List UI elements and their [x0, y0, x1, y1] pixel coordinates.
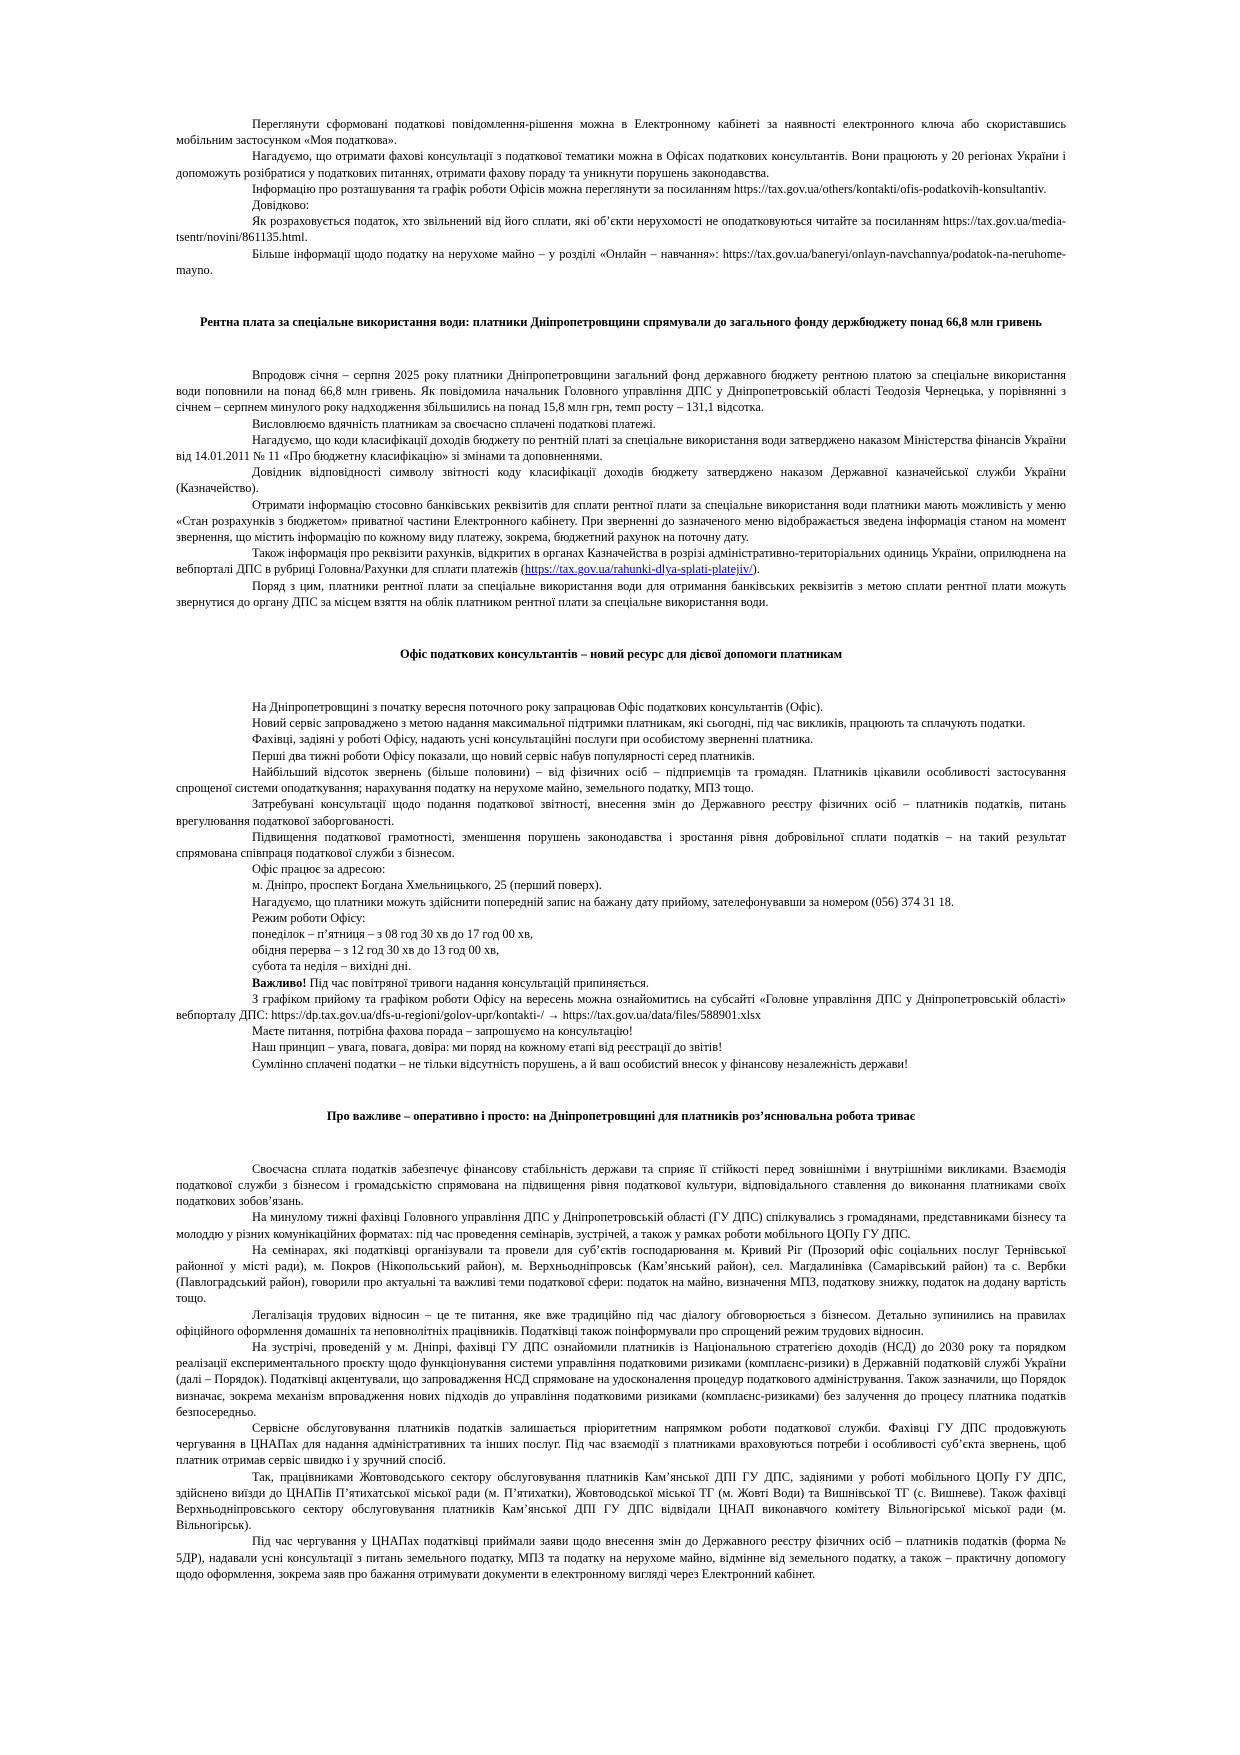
section-outreach — [176, 1108, 1066, 1582]
paragraph: Довідково: — [252, 198, 310, 213]
paragraph: Нагадуємо, що коди класифікації доходів бюджету по рентній платі за спеціальне використання води затверджено наказом Міністерства фінансів України від 14.01.2011 № 11 «Про бюджетну класифікацію» зі змінами та доповненнями. — [176, 432, 1066, 464]
paragraph: Переглянути сформовані податкові повідомлення-рішення можна в Електронному кабінеті за наявності електронного ключа або скориставшись мобільним застосунком «Моя податкова». — [176, 117, 1066, 148]
paragraph: Поряд з цим, платники рентної плати за спеціальне використання води для отримання банківських реквізитів з метою сплати рентної плати можуть звернутися до органу ДПС за місцем взяття на облік платником рентної плати за спеціальне використання води. — [176, 578, 1066, 609]
closing-line: Маєте питання, потрібна фахова порада – запрошуємо на консультацію! — [252, 1024, 633, 1039]
paragraph: Найбільший відсоток звернень (більше половини) – від фізичних осіб – підприємців та громадян. Платників цікавили особливості застосування спрощеної системи оподаткування; нарахування податку на нерухоме майно, земельного податку, МПЗ тощо. — [176, 764, 1066, 796]
important-label: Важливо! — [252, 975, 307, 990]
paragraph: Під час чергування у ЦНАПах податківці приймали заяви щодо внесення змін до Державного реєстру фізичних осіб – платників податків (форма № 5ДР), надавали усні консультації з питань земельного податку, МПЗ та податку на нерухоме майно, відмінне від земельного податку, а також – практичну допомогу щодо оформлення, зокрема заяв про бажання отримувати документи в електронному вигляді через Електронний кабінет. — [176, 1534, 1066, 1581]
section-title: Про важливе – оперативно і просто: на Дніпропетровщині для платників роз’яснювальна робота триває — [326, 1108, 916, 1123]
paragraph: Інформацію про розташування та графік роботи Офісів можна переглянути за посиланням https://tax.gov.ua/others/kontakti/ofis-podatkovih-konsultantiv. — [252, 181, 1047, 196]
link-prefix: Також інформація про реквізити рахунків, відкритих в органах Казначейства в розрізі адміністративно-територіальних одиниць України, оприлюднена на вебпорталі ДПС в рубриці Головна/Рахунки для сплати платежів ( — [176, 546, 1066, 577]
address-label: Офіс працює за адресою: — [252, 862, 386, 877]
paragraph: Новий сервіс запроваджено з метою надання максимальної підтримки платникам, які сьогодні, під час викликів, працюють та сплачують податки. — [252, 716, 1026, 731]
paragraph: Впродовж січня – серпня 2025 року платники Дніпропетровщини загальний фонд державного бюджету рентною платою за спеціальне використання води поповнили на понад 66,8 млн гривень. Як повідомила начальник Головного управління ДПС у Дніпропетровській області Теодозія Чернецька, у порівнянні з січнем – серпнем минулого року надходження збільшились на понад 15,8 млн грн, темп росту – 131,1 відсотка. — [176, 368, 1066, 415]
important-note — [176, 975, 1066, 991]
paragraph: З графіком прийому та графіком роботи Офісу на вересень можна ознайомитись на субсайті «Головне управління ДПС у Дніпропетровській області» вебпорталу ДПС: https://dp.tax.gov.ua/dfs-u-regioni/golov-upr/kontakti-/ → https://tax.gov.ua/data/files/588901.xlsx — [176, 991, 1066, 1022]
paragraph: Своєчасна сплата податків забезпечує фінансову стабільність держави та сприяє її стійкості перед зовнішніми і внутрішніми викликами. Взаємодія податкової служби з бізнесом і громадськістю спрямована на підвищення рівня податкової культури, відповідального ставлення до виконання платниками своїх податкових зобов’язань. — [176, 1161, 1066, 1209]
closing-line: Сумлінно сплачені податки – не тільки відсутність порушень, а й ваш особистий внесок у фінансову незалежність держави! — [252, 1056, 909, 1071]
paragraph: На минулому тижні фахівці Головного управління ДПС у Дніпропетровській області (ГУ ДПС) спілкувались з громадянами, представниками бізнесу та молоддю у різних комунікаційних форматах: під час проведення семінарів, зустрічей, а також у рамках роботи мобільного ЦОПу ГУ ДПС. — [176, 1210, 1066, 1241]
paragraph: Легалізація трудових відносин – це те питання, яке вже традиційно під час діалогу обговорюється з бізнесом. Детально зупинились на правилах офіційного оформлення домашніх та неповнолітніх працівників. Податківці також поінформували про спрощений режим трудових відносин. — [176, 1307, 1066, 1338]
paragraph: Більше інформації щодо податку на нерухоме майно – у розділі «Онлайн – навчання»: https://tax.gov.ua/baneryi/onlayn-navchannya/podatok-na-neruhome-mayno. — [176, 246, 1066, 277]
address: м. Дніпро, проспект Богдана Хмельницького, 25 (перший поверх). — [252, 878, 602, 893]
paragraph: Перші два тижні роботи Офісу показали, що новий сервіс набув популярності серед платників. — [252, 748, 755, 763]
schedule-weekend: субота та неділя – вихідні дні. — [252, 959, 412, 974]
paragraph: На семінарах, які податківці організували та провели для суб’єктів господарювання м. Кривий Ріг (Прозорий офіс соціальних послуг Тернівської районної у місті ради), м. Покров (Нікопольський район), м. Верхньодніпровськ (Кам’янський район), сел. Магдалинівка (Самарівський район) та с. Вербки (Павлоградський район), говорили про актуальні та важливі теми податкової сфери: податок на майно, визначення МПЗ, податкову знижку, податок на додану вартість тощо. — [176, 1242, 1066, 1306]
paragraph: Так, працівниками Жовтоводського сектору обслуговування платників Кам’янської ДПІ ГУ ДПС, задіяними у роботі мобільного ЦОПу ГУ ДПС, здійснено виїзди до ЦНАПів П’ятихатської міської ради (м. П’ятихатки), Жовтоводської міської ТГ (м. Жовті Води) та Вишнівської ТГ (с. Вишневе). Також фахівці Верхньодніпровського сектору обслуговування платників Кам’янської ДПІ ГУ ДПС відвідали ЦНАП виконавчого комітету Вільногірської міської ради (м. Вільногірськ). — [176, 1469, 1066, 1533]
paragraph: Висловлюємо вдячність платникам за своєчасно сплачені податкові платежі. — [252, 416, 656, 431]
accounts-link[interactable]: https://tax.gov.ua/rahunki-dlya-splati-platejiv/ — [524, 562, 753, 577]
paragraph: Отримати інформацію стосовно банківських реквізитів для сплати рентної плати за спеціальне використання води платники мають можливість у меню «Стан розрахунків з бюджетом» приватної частини Електронного кабінету. При зверненні до зазначеного меню відображається зведена інформація станом на момент звернення, що містить інформацію по кожному виду платежу, зокрема, бюджетний рахунок на поточну дату. — [176, 497, 1066, 545]
paragraph: Сервісне обслуговування платників податків залишається пріоритетним напрямком роботи податкової служби. Фахівці ГУ ДПС продовжують чергування в ЦНАПах для надання адміністративних та інших послуг. Під час взаємодії з платниками враховуються потреби і особливості суб’єкта звернень, щоб платник отримав сервіс швидко і у зручний спосіб. — [176, 1421, 1066, 1468]
schedule-weekdays: понеділок – п’ятниця – з 08 год 30 хв до 17 год 00 хв, — [252, 926, 534, 941]
paragraph: Підвищення податкової грамотності, зменшення порушень законодавства і зростання рівня добровільної сплати податків – на такий результат спрямована співпраця податкової служби з бізнесом. — [176, 829, 1066, 860]
paragraph: Фахівці, задіяні у роботі Офісу, надають усні консультаційні послуги при особистому зверненні платника. — [252, 732, 814, 747]
document-page — [176, 116, 1066, 1582]
section-water-rent — [176, 314, 1066, 610]
paragraph: На зустрічі, проведеній у м. Дніпрі, фахівці ГУ ДПС ознайомили платників із Національною стратегією доходів (НСД) до 2030 року та порядком реалізації експериментального проєкту щодо функціонування системи управління податковими ризиками (комплаєнс-ризики) в Державній податковій службі України (далі – Порядок). Податківці акцентували, що запровадження НСД спрямоване на удосконалення процедур податкового адміністрування. Також зазначили, що Порядок визначає, зокрема механізм впровадження нових підходів до управління податковими ризиками (комплаєнс-ризиками) без залучення до процесу платника податків безпосередньо. — [176, 1339, 1066, 1419]
closing-line: Наш принцип – увага, повага, довіра: ми поряд на кожному етапі від реєстрації до звітів! — [252, 1040, 723, 1055]
paragraph: Довідник відповідності символу звітності коду класифікації доходів бюджету затверджено наказом Державної казначейської служби України (Казначейство). — [176, 465, 1066, 496]
important-text: Під час повітряної тривоги надання консультацій припиняється. — [306, 975, 649, 990]
schedule-lunch: обідня перерва – з 12 год 30 хв до 13 год 00 хв, — [252, 943, 500, 958]
link-suffix: ). — [752, 562, 760, 577]
paragraph: На Дніпропетровщині з початку вересня поточного року запрацював Офіс податкових консультантів (Офіс). — [252, 700, 824, 715]
paragraph: Нагадуємо, що отримати фахові консультації з податкової тематики можна в Офісах податкових консультантів. Вони працюють у 20 регіонах України і допоможуть розібратися у податкових питаннях, отримати фахову пораду та уникнути порушень законодавства. — [176, 149, 1066, 180]
paragraph: Затребувані консультації щодо подання податкової звітності, внесення змін до Державного реєстру фізичних осіб – платників податків, питань врегулювання податкової заборгованості. — [176, 797, 1066, 828]
section-title: Офіс податкових консультантів – новий ресурс для дієвої допомоги платникам — [399, 647, 843, 662]
section-property-tax-tail — [176, 116, 1066, 278]
schedule-label: Режим роботи Офісу: — [252, 910, 366, 925]
paragraph-with-link — [176, 545, 1066, 577]
section-consultants-office — [176, 646, 1066, 1072]
section-title: Рентна плата за спеціальне використання води: платники Дніпропетровщини спрямували до загального фонду держбюджету понад 66,8 млн гривень — [200, 315, 1042, 330]
phone-note: Нагадуємо, що платники можуть здійснити попередній запис на бажану дату прийому, зателефонувавши за номером (056) 374 31 18. — [252, 894, 954, 909]
paragraph: Як розраховується податок, хто звільнений від його сплати, які об’єкти нерухомості не оподатковуються читайте за посиланням https://tax.gov.ua/media-tsentr/novini/861135.html. — [176, 214, 1066, 245]
